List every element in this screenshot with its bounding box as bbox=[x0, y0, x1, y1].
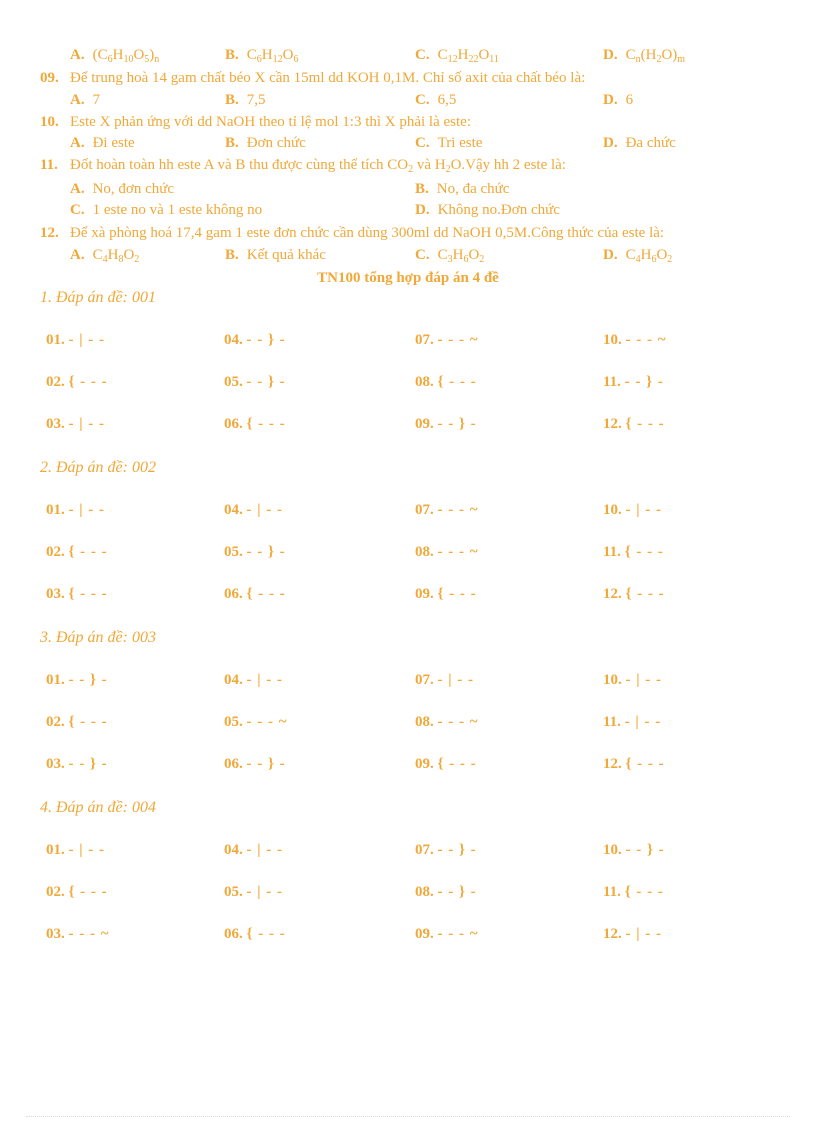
option-letter: A. bbox=[70, 247, 85, 263]
answer-number: 06. bbox=[224, 756, 243, 772]
text-run: No, đa chức bbox=[436, 181, 510, 197]
option-letter: B. bbox=[225, 135, 239, 151]
subscript: 3 bbox=[447, 254, 453, 265]
answer-number: 03. bbox=[46, 756, 65, 772]
option-letter: D. bbox=[603, 135, 618, 151]
answer-mark: - | - - bbox=[624, 714, 662, 730]
subscript: 6 bbox=[293, 54, 299, 65]
answer-number: 04. bbox=[224, 502, 243, 518]
subscript: m bbox=[677, 54, 686, 65]
answer-cell bbox=[224, 672, 283, 689]
subscript: 22 bbox=[468, 54, 479, 65]
answer-option bbox=[70, 178, 174, 200]
subscript: 2 bbox=[134, 254, 140, 265]
answer-number: 05. bbox=[224, 714, 243, 730]
text-run: Đi este bbox=[92, 135, 135, 151]
subscript: 8 bbox=[118, 254, 124, 265]
answer-option bbox=[70, 244, 139, 266]
answer-mark: { - - - bbox=[246, 416, 286, 432]
answer-mark: - - } - bbox=[246, 756, 286, 772]
answer-number: 08. bbox=[415, 884, 434, 900]
option-letter: B. bbox=[225, 47, 239, 63]
text-run: 7 bbox=[92, 92, 101, 108]
subscript: 6 bbox=[107, 54, 113, 65]
text-run: Đốt hoàn toàn hh este A và B thu được cùng thể tích CO bbox=[70, 157, 409, 173]
answer-cell bbox=[224, 926, 286, 943]
answer-mark: - - } - bbox=[246, 332, 286, 348]
text-run: H bbox=[112, 47, 124, 63]
answer-cell bbox=[415, 884, 477, 901]
answer-number: 03. bbox=[46, 926, 65, 942]
subscript: 6 bbox=[463, 254, 469, 265]
text-run: Tri este bbox=[437, 135, 483, 151]
answer-number: 03. bbox=[46, 416, 65, 432]
question-text bbox=[70, 154, 566, 176]
subscript: n bbox=[154, 54, 160, 65]
answer-mark: - | - - bbox=[246, 672, 284, 688]
answer-number: 06. bbox=[224, 926, 243, 942]
option-letter: C. bbox=[70, 202, 85, 218]
answer-number: 06. bbox=[224, 586, 243, 602]
answer-number: 01. bbox=[46, 672, 65, 688]
answer-mark: - - } - bbox=[246, 544, 286, 560]
answer-cell bbox=[415, 332, 479, 349]
answer-mark: - | - - bbox=[68, 842, 106, 858]
text-run: Không no.Đơn chức bbox=[437, 202, 560, 218]
answer-key-title: TN100 tổng hợp đáp án 4 đề bbox=[317, 270, 499, 286]
answer-cell bbox=[46, 756, 108, 773]
answer-cell bbox=[46, 714, 108, 731]
answer-cell bbox=[415, 926, 479, 943]
answer-cell bbox=[46, 416, 105, 433]
answer-number: 08. bbox=[415, 374, 434, 390]
subscript: 6 bbox=[651, 254, 657, 265]
answer-cell bbox=[224, 756, 286, 773]
answer-mark: { - - - bbox=[68, 714, 108, 730]
text-run: H bbox=[457, 47, 469, 63]
text-run: C bbox=[625, 247, 636, 263]
question-09 bbox=[0, 67, 816, 89]
option-letter: C. bbox=[415, 135, 430, 151]
answer-cell bbox=[46, 586, 108, 603]
answer-option bbox=[70, 199, 262, 221]
answer-mark: { - - - bbox=[625, 586, 665, 602]
answer-number: 02. bbox=[46, 374, 65, 390]
question-11 bbox=[0, 154, 816, 176]
text-run: H bbox=[261, 47, 273, 63]
option-letter: B. bbox=[415, 181, 429, 197]
answer-cell bbox=[46, 544, 108, 561]
answer-option bbox=[415, 132, 482, 154]
answer-cell bbox=[224, 332, 286, 349]
answer-mark: { - - - bbox=[246, 926, 286, 942]
answer-mark: - - } - bbox=[68, 672, 108, 688]
question-number: 10. bbox=[40, 114, 59, 130]
answer-option bbox=[70, 132, 135, 154]
text-run: và H bbox=[413, 157, 446, 173]
answer-mark: { - - - bbox=[437, 756, 477, 772]
answer-cell bbox=[603, 842, 665, 859]
answer-cell bbox=[224, 544, 286, 561]
answer-mark: - | - - bbox=[68, 502, 106, 518]
answer-number: 09. bbox=[415, 586, 434, 602]
answer-number: 06. bbox=[224, 416, 243, 432]
answer-cell bbox=[224, 416, 286, 433]
answer-cell bbox=[415, 842, 477, 859]
answer-mark: - | - - bbox=[625, 502, 663, 518]
text-run: H bbox=[107, 247, 119, 263]
option-letter: B. bbox=[225, 92, 239, 108]
answer-cell bbox=[603, 332, 667, 349]
answer-number: 01. bbox=[46, 502, 65, 518]
text-run: C bbox=[437, 47, 448, 63]
answer-number: 02. bbox=[46, 884, 65, 900]
answer-mark: { - - - bbox=[625, 756, 665, 772]
answer-mark: { - - - bbox=[625, 416, 665, 432]
answer-cell bbox=[415, 714, 479, 731]
answer-mark: - - - ~ bbox=[437, 544, 479, 560]
answer-section-title: 2. Đáp án đề: 002 bbox=[40, 459, 156, 476]
answer-cell bbox=[46, 374, 108, 391]
answer-mark: { - - - bbox=[624, 544, 664, 560]
answer-cell bbox=[415, 756, 477, 773]
subscript: n bbox=[635, 54, 641, 65]
answer-number: 12. bbox=[603, 416, 622, 432]
answer-number: 02. bbox=[46, 544, 65, 560]
answer-number: 07. bbox=[415, 672, 434, 688]
subscript: 10 bbox=[123, 54, 134, 65]
text-run: C bbox=[92, 247, 103, 263]
text-run: O bbox=[282, 47, 294, 63]
answer-mark: - - } - bbox=[624, 374, 664, 390]
text-run: No, đơn chức bbox=[92, 181, 175, 197]
text-run: 1 este no và 1 este không no bbox=[92, 202, 263, 218]
text-run: C bbox=[246, 47, 257, 63]
option-letter: A. bbox=[70, 47, 85, 63]
answer-option bbox=[415, 178, 509, 200]
subscript: 6 bbox=[256, 54, 262, 65]
question-text: Để xà phòng hoá 17,4 gam 1 este đơn chức cần dùng 300ml dd NaOH 0,5M.Công thức của este là: bbox=[70, 225, 665, 241]
text-run: O) bbox=[661, 47, 678, 63]
answer-cell bbox=[224, 714, 288, 731]
answer-mark: - - - ~ bbox=[437, 332, 479, 348]
question-options bbox=[0, 132, 816, 154]
answer-mark: - - - ~ bbox=[625, 332, 667, 348]
answer-cell bbox=[603, 544, 664, 561]
question-options bbox=[0, 178, 816, 218]
answer-number: 10. bbox=[603, 332, 622, 348]
text-run: Kết quả khác bbox=[246, 247, 326, 263]
answer-number: 04. bbox=[224, 842, 243, 858]
answer-number: 12. bbox=[603, 756, 622, 772]
option-letter: D. bbox=[603, 47, 618, 63]
answer-cell bbox=[224, 374, 286, 391]
answer-number: 11. bbox=[603, 714, 621, 730]
answer-option bbox=[415, 89, 456, 111]
answer-number: 05. bbox=[224, 544, 243, 560]
text-run: 7,5 bbox=[246, 92, 266, 108]
question-text: Để trung hoà 14 gam chất béo X cần 15ml dd KOH 0,1M. Chỉ số axit của chất béo là: bbox=[70, 70, 586, 86]
subscript: 12 bbox=[272, 54, 283, 65]
question-08-options bbox=[0, 44, 816, 66]
answer-mark: { - - - bbox=[68, 586, 108, 602]
answer-number: 04. bbox=[224, 332, 243, 348]
answer-cell bbox=[415, 502, 479, 519]
answer-mark: - | - - bbox=[625, 672, 663, 688]
text-run: O.Vậy hh 2 este là: bbox=[450, 157, 566, 173]
question-text: Este X phản ứng với dd NaOH theo tỉ lệ mol 1:3 thì X phải là este: bbox=[70, 114, 471, 130]
answer-mark: - - - ~ bbox=[68, 926, 110, 942]
answer-mark: - - } - bbox=[437, 842, 477, 858]
answer-number: 09. bbox=[415, 756, 434, 772]
answer-cell bbox=[603, 586, 665, 603]
answer-cell bbox=[224, 586, 286, 603]
answer-mark: - - - ~ bbox=[437, 926, 479, 942]
text-run: C bbox=[625, 47, 636, 63]
answer-number: 02. bbox=[46, 714, 65, 730]
question-number: 12. bbox=[40, 225, 59, 241]
answer-mark: { - - - bbox=[246, 586, 286, 602]
answer-mark: { - - - bbox=[68, 374, 108, 390]
answer-option bbox=[603, 132, 676, 154]
subscript: 2 bbox=[445, 164, 451, 175]
option-letter: A. bbox=[70, 135, 85, 151]
answer-cell bbox=[603, 714, 661, 731]
subscript: 12 bbox=[447, 54, 458, 65]
question-number: 09. bbox=[40, 70, 59, 86]
answer-number: 03. bbox=[46, 586, 65, 602]
answer-cell bbox=[46, 884, 108, 901]
answer-mark: - - - ~ bbox=[246, 714, 288, 730]
answer-mark: - - - ~ bbox=[437, 714, 479, 730]
answer-number: 10. bbox=[603, 502, 622, 518]
answer-option bbox=[415, 44, 499, 66]
answer-number: 10. bbox=[603, 672, 622, 688]
answer-mark: - | - - bbox=[246, 842, 284, 858]
answer-mark: - | - - bbox=[246, 884, 284, 900]
answer-number: 07. bbox=[415, 332, 434, 348]
text-run: H bbox=[640, 247, 652, 263]
answer-option bbox=[70, 89, 100, 111]
answer-section-title: 1. Đáp án đề: 001 bbox=[40, 289, 156, 306]
text-run: 6,5 bbox=[437, 92, 457, 108]
answer-mark: - - } - bbox=[437, 884, 477, 900]
answer-mark: - - } - bbox=[625, 842, 665, 858]
answer-mark: - | - - bbox=[437, 672, 475, 688]
answer-cell bbox=[224, 884, 283, 901]
answer-option bbox=[415, 244, 484, 266]
answer-number: 05. bbox=[224, 884, 243, 900]
answer-option bbox=[603, 44, 685, 66]
answer-cell bbox=[603, 672, 662, 689]
answer-mark: - - } - bbox=[68, 756, 108, 772]
subscript: 2 bbox=[408, 164, 414, 175]
text-run: C bbox=[437, 247, 448, 263]
answer-mark: { - - - bbox=[68, 884, 108, 900]
option-letter: A. bbox=[70, 92, 85, 108]
text-run: Đơn chức bbox=[246, 135, 306, 151]
answer-cell bbox=[415, 544, 479, 561]
answer-mark: - | - - bbox=[625, 926, 663, 942]
subscript: 2 bbox=[479, 254, 485, 265]
answer-number: 08. bbox=[415, 714, 434, 730]
answer-number: 12. bbox=[603, 586, 622, 602]
answer-cell bbox=[603, 374, 664, 391]
answer-cell bbox=[415, 416, 477, 433]
answer-number: 11. bbox=[603, 374, 621, 390]
answer-option bbox=[603, 89, 633, 111]
text-run: O bbox=[656, 247, 668, 263]
subscript: 5 bbox=[144, 54, 150, 65]
subscript: 2 bbox=[667, 254, 673, 265]
option-letter: C. bbox=[415, 247, 430, 263]
text-run: O bbox=[478, 47, 490, 63]
answer-mark: - | - - bbox=[68, 416, 106, 432]
answer-cell bbox=[46, 926, 110, 943]
answer-cell bbox=[415, 374, 477, 391]
option-letter: A. bbox=[70, 181, 85, 197]
answer-section-title: 4. Đáp án đề: 004 bbox=[40, 799, 156, 816]
answer-mark: - | - - bbox=[68, 332, 106, 348]
answer-cell bbox=[46, 672, 108, 689]
answer-mark: { - - - bbox=[68, 544, 108, 560]
answer-mark: { - - - bbox=[437, 586, 477, 602]
answer-number: 11. bbox=[603, 544, 621, 560]
text-run: H bbox=[452, 247, 464, 263]
answer-option bbox=[225, 244, 326, 266]
question-10 bbox=[0, 111, 816, 133]
answer-mark: { - - - bbox=[624, 884, 664, 900]
answer-cell bbox=[603, 756, 665, 773]
option-letter: C. bbox=[415, 92, 430, 108]
answer-option bbox=[415, 199, 560, 221]
subscript: 4 bbox=[635, 254, 641, 265]
answer-section-title: 3. Đáp án đề: 003 bbox=[40, 629, 156, 646]
question-number: 11. bbox=[40, 157, 58, 173]
answer-cell bbox=[415, 586, 477, 603]
subscript: 2 bbox=[656, 54, 662, 65]
answer-option bbox=[225, 89, 266, 111]
answer-cell bbox=[224, 502, 283, 519]
answer-number: 05. bbox=[224, 374, 243, 390]
question-options bbox=[0, 89, 816, 111]
answer-mark: - - - ~ bbox=[437, 502, 479, 518]
option-letter: B. bbox=[225, 247, 239, 263]
answer-cell bbox=[46, 332, 105, 349]
option-letter: C. bbox=[415, 47, 430, 63]
answer-number: 10. bbox=[603, 842, 622, 858]
text-run: ) bbox=[149, 47, 155, 63]
answer-number: 09. bbox=[415, 926, 434, 942]
answer-number: 01. bbox=[46, 332, 65, 348]
answer-cell bbox=[415, 672, 474, 689]
answer-cell bbox=[603, 502, 662, 519]
question-options bbox=[0, 244, 816, 266]
text-run: O bbox=[123, 247, 135, 263]
answer-cell bbox=[603, 884, 664, 901]
answer-number: 07. bbox=[415, 842, 434, 858]
text-run: Đa chức bbox=[625, 135, 676, 151]
answer-number: 11. bbox=[603, 884, 621, 900]
text-run: O bbox=[468, 247, 480, 263]
subscript: 11 bbox=[489, 54, 499, 65]
text-run: (C bbox=[92, 47, 108, 63]
answer-number: 09. bbox=[415, 416, 434, 432]
answer-number: 07. bbox=[415, 502, 434, 518]
text-run: 6 bbox=[625, 92, 634, 108]
answer-mark: { - - - bbox=[437, 374, 477, 390]
answer-cell bbox=[46, 842, 105, 859]
option-letter: D. bbox=[603, 92, 618, 108]
answer-option bbox=[225, 44, 298, 66]
answer-number: 04. bbox=[224, 672, 243, 688]
subscript: 4 bbox=[102, 254, 108, 265]
answer-mark: - - } - bbox=[246, 374, 286, 390]
footer-divider bbox=[26, 1116, 790, 1117]
text-run: (H bbox=[640, 47, 657, 63]
answer-cell bbox=[603, 926, 662, 943]
answer-number: 01. bbox=[46, 842, 65, 858]
answer-number: 08. bbox=[415, 544, 434, 560]
answer-number: 12. bbox=[603, 926, 622, 942]
answer-option bbox=[225, 132, 306, 154]
answer-cell bbox=[603, 416, 665, 433]
answer-mark: - - } - bbox=[437, 416, 477, 432]
option-letter: D. bbox=[603, 247, 618, 263]
question-12 bbox=[0, 222, 816, 244]
answer-option bbox=[603, 244, 672, 266]
option-letter: D. bbox=[415, 202, 430, 218]
answer-cell bbox=[46, 502, 105, 519]
text-run: O bbox=[133, 47, 145, 63]
answer-option bbox=[70, 44, 159, 66]
answer-cell bbox=[224, 842, 283, 859]
answer-mark: - | - - bbox=[246, 502, 284, 518]
